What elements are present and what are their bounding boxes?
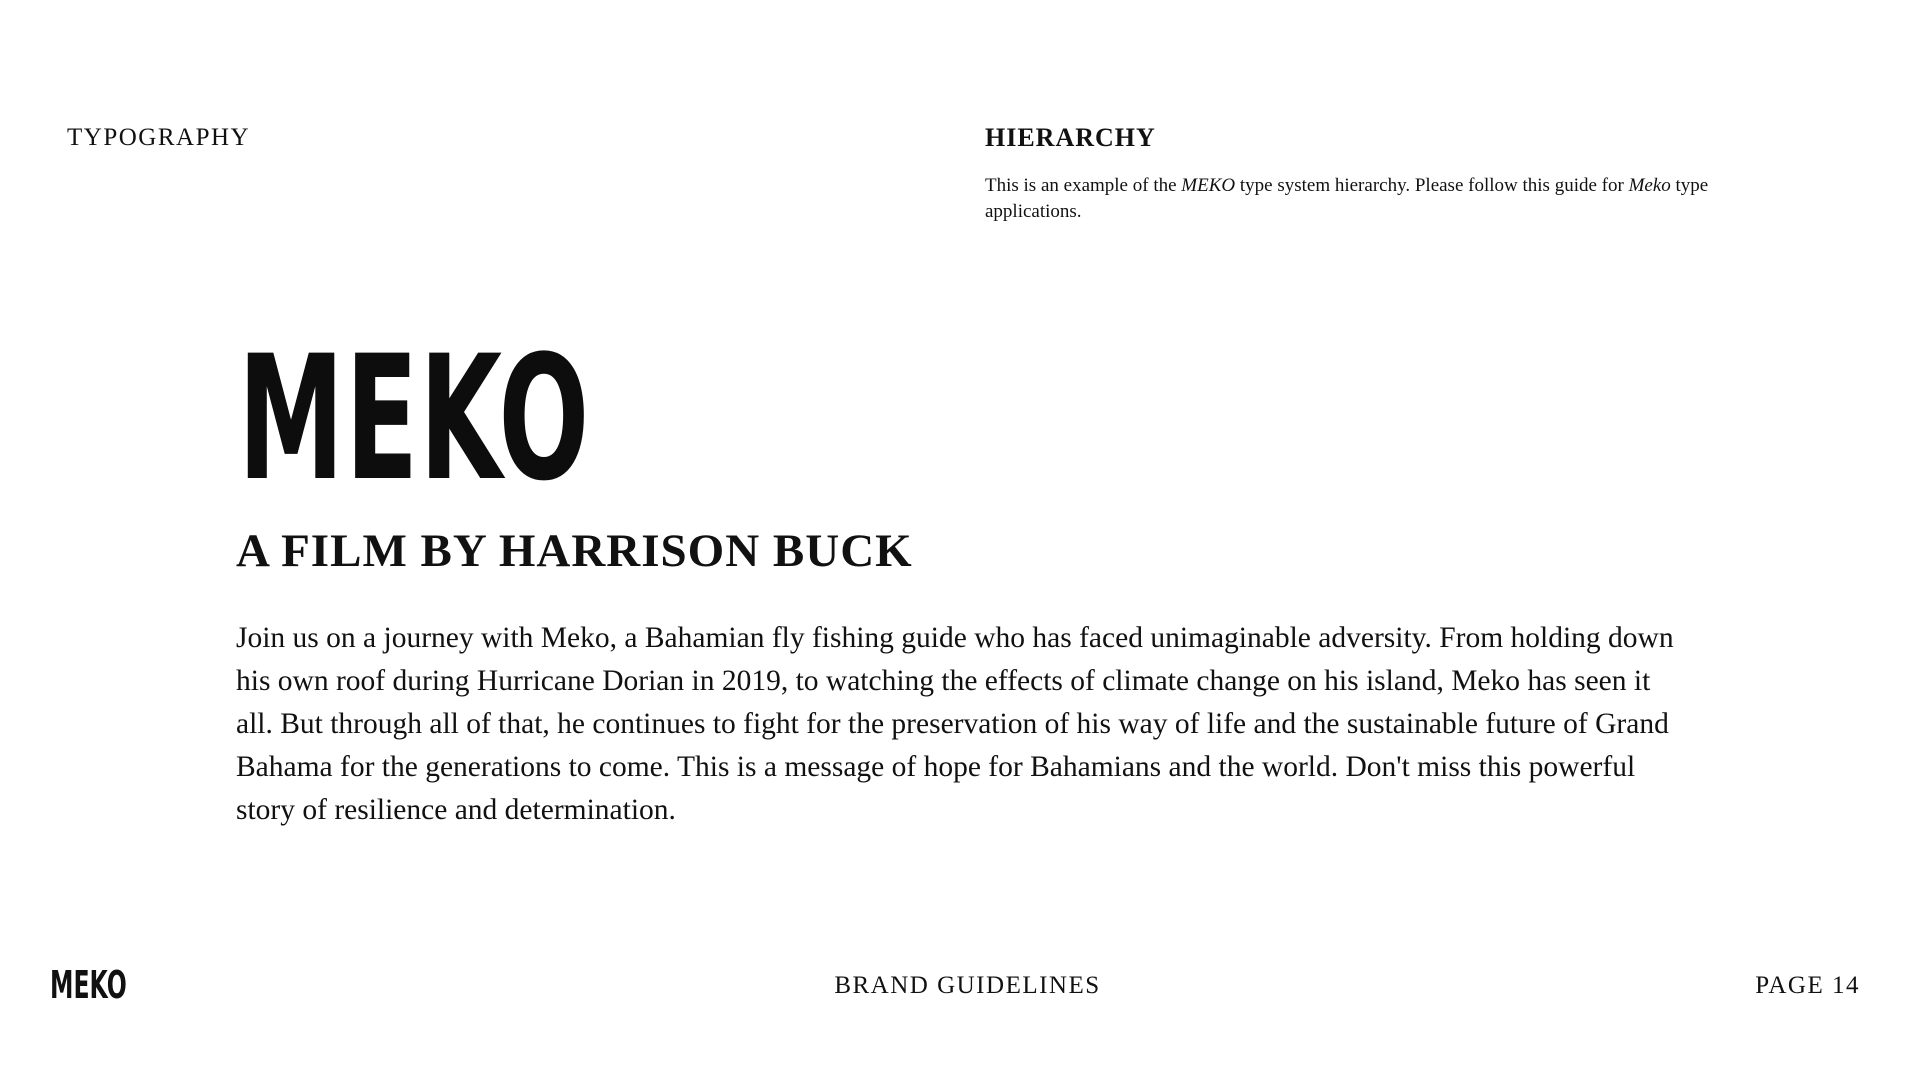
hierarchy-desc-text-1: This is an example of the xyxy=(985,175,1182,196)
hierarchy-block xyxy=(985,123,1745,225)
footer-meko-logo: MEKO xyxy=(50,963,127,1007)
hierarchy-desc-em-1: MEKO xyxy=(1181,175,1236,196)
hierarchy-desc-text-2: type system hierarchy. Please follow this guide for xyxy=(1235,175,1629,196)
hierarchy-description xyxy=(985,173,1745,225)
hierarchy-title: HIERARCHY xyxy=(985,123,1156,152)
meko-logo-large: MEKO xyxy=(238,318,591,519)
hierarchy-desc-em-2: Meko xyxy=(1628,175,1671,196)
section-label: TYPOGRAPHY xyxy=(67,124,251,151)
sample-body-copy: Join us on a journey with Meko, a Bahamian fly fishing guide who has faced unimaginable adversity. From holding down his own roof during Hurricane Dorian in 2019, to watching the effects of climate change on his island, Meko has seen it all. But through all of that, he continues to fight for the preservation of his way of life and the sustainable future of Grand Bahama for the generations to come. This is a message of hope for Bahamians and the world. Don't miss this powerful story of resilience and determination. xyxy=(236,622,1674,826)
footer-title: BRAND GUIDELINES xyxy=(834,972,1101,999)
hierarchy-desc-text-3: type applications. xyxy=(985,175,1709,222)
sample-heading: A FILM BY HARRISON BUCK xyxy=(236,525,913,577)
page-number: PAGE 14 xyxy=(1755,972,1860,999)
